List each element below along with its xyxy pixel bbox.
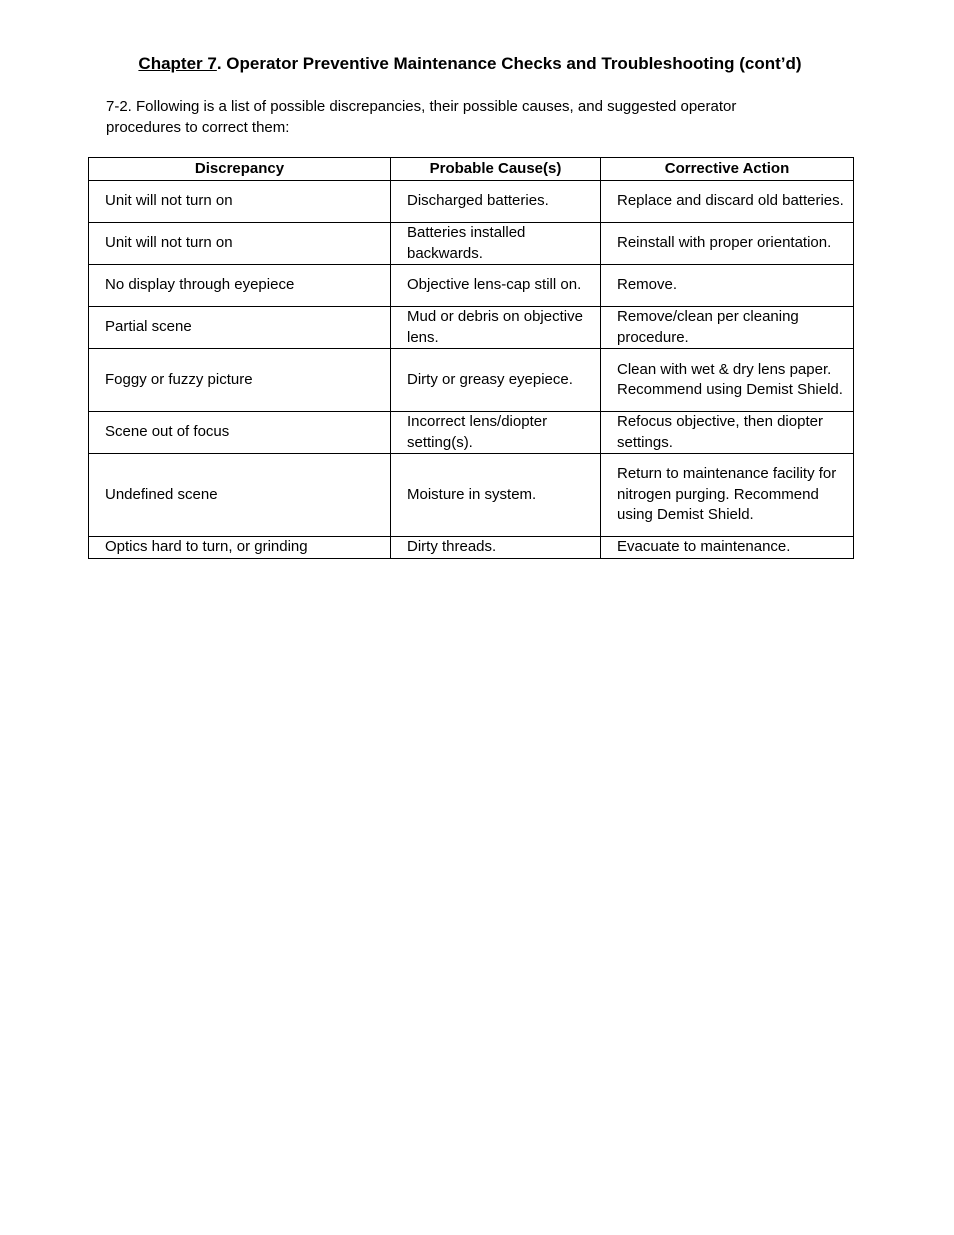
discrepancy-cell: Unit will not turn on xyxy=(89,181,391,223)
action-cell: Replace and discard old batteries. xyxy=(601,181,854,223)
discrepancy-cell: Optics hard to turn, or grinding xyxy=(89,537,391,559)
action-cell: Clean with wet & dry lens paper. Recommend using Demist Shield. xyxy=(601,349,854,412)
intro-paragraph: 7-2. Following is a list of possible discrepancies, their possible causes, and suggested operator procedures to correct them: xyxy=(106,98,737,136)
page-heading xyxy=(0,53,940,75)
table-row xyxy=(89,307,854,349)
discrepancy-cell: Scene out of focus xyxy=(89,412,391,454)
action-cell: Refocus objective, then diopter settings. xyxy=(601,412,854,454)
cause-cell: Discharged batteries. xyxy=(391,181,601,223)
cause-cell: Incorrect lens/diopter setting(s). xyxy=(391,412,601,454)
action-cell: Return to maintenance facility for nitrogen purging. Recommend using Demist Shield. xyxy=(601,454,854,537)
discrepancy-table xyxy=(88,157,854,559)
table-row xyxy=(89,181,854,223)
cause-cell: Batteries installed backwards. xyxy=(391,223,601,265)
action-cell: Remove. xyxy=(601,265,854,307)
discrepancy-cell: Foggy or fuzzy picture xyxy=(89,349,391,412)
header-corrective-action: Corrective Action xyxy=(601,158,854,181)
cause-cell: Objective lens-cap still on. xyxy=(391,265,601,307)
table-row xyxy=(89,454,854,537)
discrepancy-cell: Unit will not turn on xyxy=(89,223,391,265)
discrepancy-cell: Partial scene xyxy=(89,307,391,349)
table-row xyxy=(89,537,854,559)
discrepancy-cell: Undefined scene xyxy=(89,454,391,537)
cause-cell: Dirty or greasy eyepiece. xyxy=(391,349,601,412)
chapter-label: Chapter 7 xyxy=(138,54,217,73)
table-row xyxy=(89,265,854,307)
table-row xyxy=(89,412,854,454)
cause-cell: Mud or debris on objective lens. xyxy=(391,307,601,349)
cause-cell: Dirty threads. xyxy=(391,537,601,559)
action-cell: Remove/clean per cleaning procedure. xyxy=(601,307,854,349)
table-header-row xyxy=(89,158,854,181)
action-cell: Reinstall with proper orientation. xyxy=(601,223,854,265)
action-cell: Evacuate to maintenance. xyxy=(601,537,854,559)
chapter-title: . Operator Preventive Maintenance Checks and Troubleshooting (cont’d) xyxy=(216,54,802,73)
table-row xyxy=(89,223,854,265)
discrepancy-cell: No display through eyepiece xyxy=(89,265,391,307)
header-discrepancy: Discrepancy xyxy=(89,158,391,181)
header-probable-cause: Probable Cause(s) xyxy=(391,158,601,181)
cause-cell: Moisture in system. xyxy=(391,454,601,537)
table-row xyxy=(89,349,854,412)
